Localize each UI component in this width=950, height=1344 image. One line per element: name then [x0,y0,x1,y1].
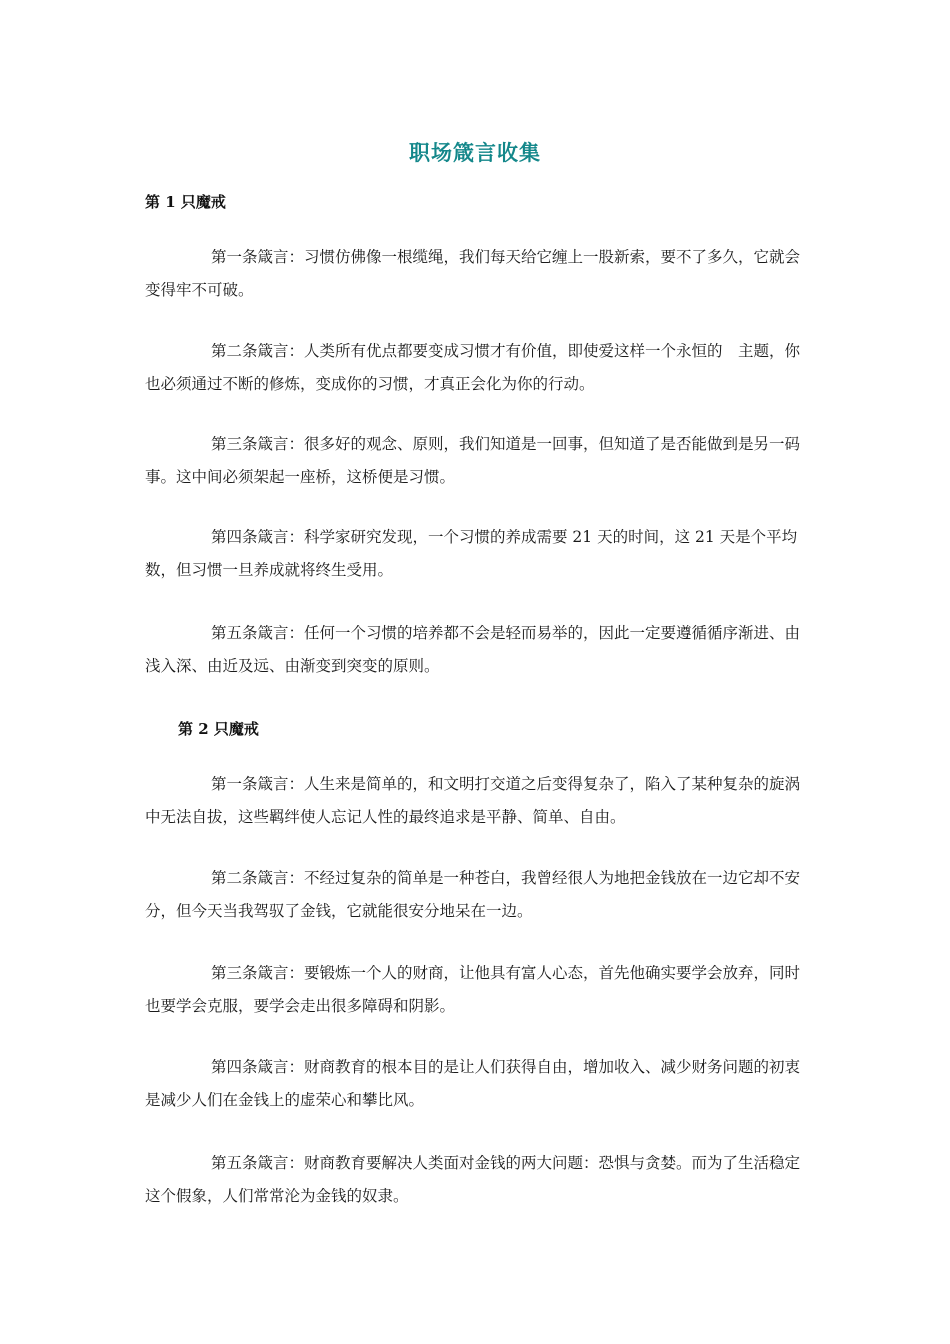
section-1-heading: 第 1 只魔戒 [145,193,226,211]
section-1-item-5: 第五条箴言：任何一个习惯的培养都不会是轻而易举的，因此一定要遵循循序渐进、由浅入深、由近及远、由渐变到突变的原则。 [145,624,801,675]
section-1-item-3: 第三条箴言：很多好的观念、原则，我们知道是一回事，但知道了是否能做到是另一码事。这中间必须架起一座桥，这桥便是习惯。 [145,435,801,486]
section-1-item-4: 第四条箴言：科学家研究发现，一个习惯的养成需要 21 天的时间，这 21 天是个平均数，但习惯一旦养成就将终生受用。 [145,528,798,579]
section-2-item-1: 第一条箴言：人生来是简单的，和文明打交道之后变得复杂了，陷入了某种复杂的旋涡中无法自拔，这些羁绊使人忘记人性的最终追求是平静、简单、自由。 [145,775,801,826]
section-2-item-4: 第四条箴言：财商教育的根本目的是让人们获得自由，增加收入、减少财务问题的初衷是减少人们在金钱上的虚荣心和攀比风。 [145,1058,801,1109]
section-1-item-2: 第二条箴言：人类所有优点都要变成习惯才有价值，即使爱这样一个永恒的 主题，你也必须通过不断的修炼，变成你的习惯，才真正会化为你的行动。 [145,342,801,393]
section-2-item-2: 第二条箴言：不经过复杂的简单是一种苍白，我曾经很人为地把金钱放在一边它却不安分，但今天当我驾驭了金钱，它就能很安分地呆在一边。 [145,869,801,920]
section-2-heading: 第 2 只魔戒 [178,720,259,738]
section-2-item-5: 第五条箴言：财商教育要解决人类面对金钱的两大问题：恐惧与贪婪。而为了生活稳定这个假象，人们常常沦为金钱的奴隶。 [145,1154,801,1205]
section-2-item-3: 第三条箴言：要锻炼一个人的财商，让他具有富人心态，首先他确实要学会放弃，同时也要学会克服，要学会走出很多障碍和阴影。 [145,964,801,1015]
document-title: 职场箴言收集 [409,140,541,165]
section-1-item-1: 第一条箴言：习惯仿佛像一根缆绳，我们每天给它缠上一股新索，要不了多久，它就会变得牢不可破。 [145,248,801,299]
